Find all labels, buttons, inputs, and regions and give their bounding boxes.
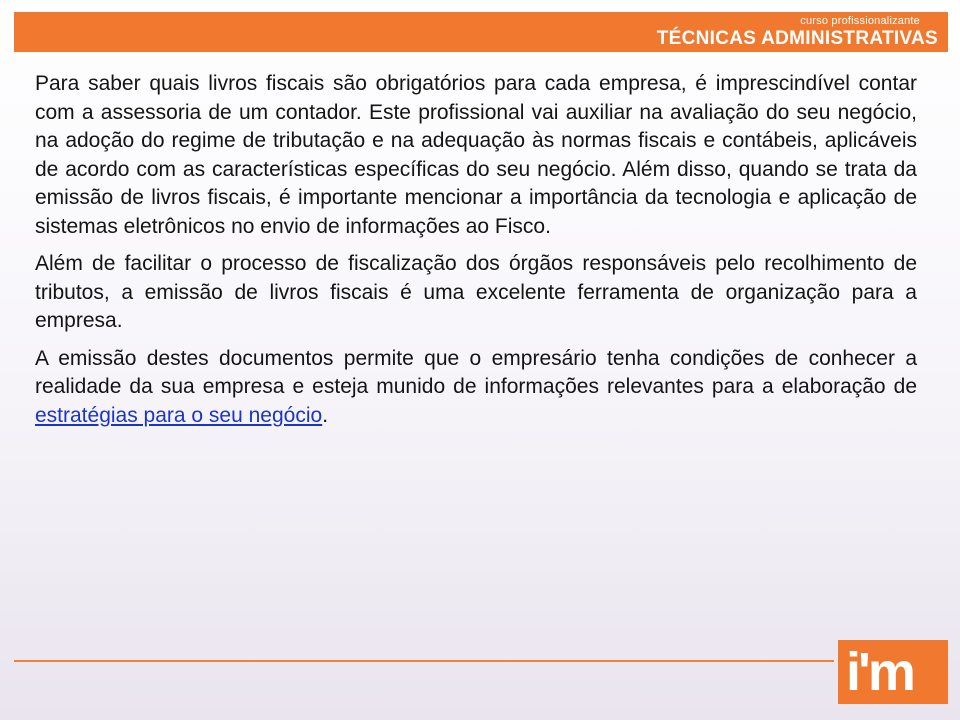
paragraph-3-end: .	[322, 403, 329, 427]
header-subtitle: curso profissionalizante	[800, 15, 920, 27]
footer-divider	[14, 660, 834, 662]
paragraph-1: Para saber quais livros fiscais são obrigatórios para cada empresa, é imprescindível contar com a assessoria de um contador. Este profissional vai auxiliar na avaliação do seu negócio, na adoção do regime de tributação e na adequação às normas fiscais e contábeis, aplicáveis de acordo com as características específicas do seu negócio. Além disso, quando se trata da emissão de livros fiscais, é importante mencionar a importância da tecnologia e aplicação de sistemas eletrônicos no envio de informações ao Fisco.	[35, 72, 917, 238]
paragraph-3-text: A emissão destes documentos permite que o empresário tenha condições de conhecer a realidade da sua empresa e esteja munido de informações relevantes para a elaboração de	[35, 346, 917, 398]
strategies-link[interactable]: estratégias para o seu negócio	[35, 403, 323, 427]
header-banner	[14, 12, 948, 52]
content-body	[35, 70, 917, 439]
paragraph-3	[35, 345, 917, 431]
paragraph-2: Além de facilitar o processo de fiscalização dos órgãos responsáveis pelo recolhimento de tributos, a emissão de livros fiscais é uma excelente ferramenta de organização para a empresa.	[35, 252, 917, 332]
header-title: TÉCNICAS ADMINISTRATIVAS	[656, 28, 938, 49]
im-logo-icon	[838, 640, 948, 704]
logo-text: i'm	[846, 642, 913, 702]
